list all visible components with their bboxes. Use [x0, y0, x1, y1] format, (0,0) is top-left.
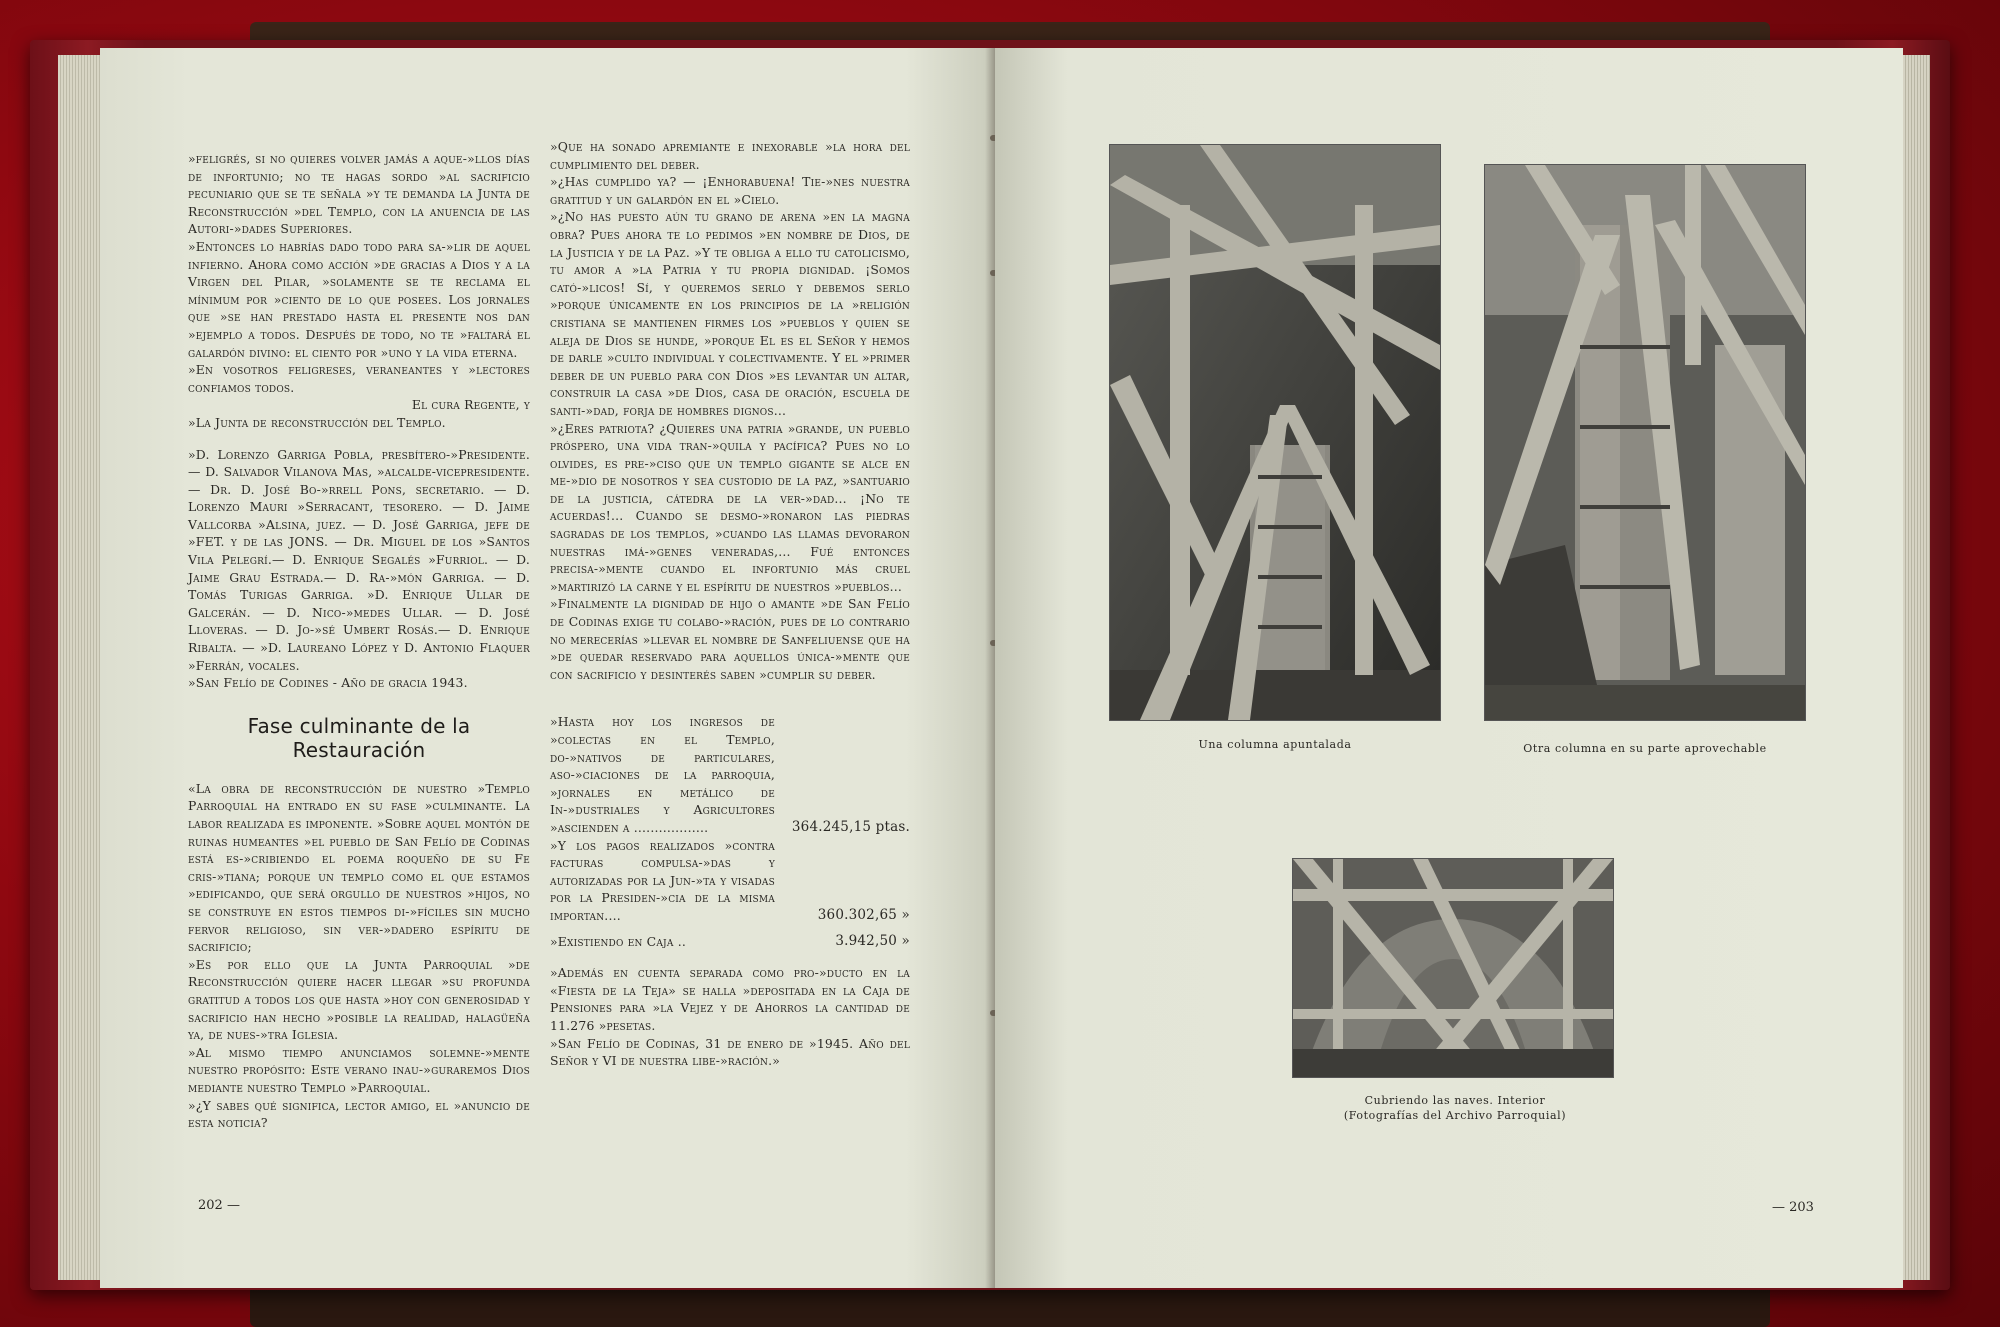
page-block-left: [58, 55, 106, 1280]
caption-photo-3-line1: Cubriendo las naves. Interior: [1364, 1094, 1546, 1107]
ledger-text: »Existiendo en Caja ..: [550, 933, 686, 949]
ledger-amount: 3.942,50 »: [835, 932, 910, 949]
paragraph: »¿Y sabes qué significa, lector amigo, el »anuncio de esta noticia?: [188, 1097, 530, 1131]
paragraph: »San Felío de Codinas, 31 de enero de »1945. Año del Señor y VI de nuestra libe-»ración.»: [550, 1035, 910, 1069]
photo-usable-column-illustration: [1485, 165, 1805, 720]
paragraph: »¿No has puesto aún tu grano de arena »en la magna obra? Pues ahora te lo pedimos »en nombre de Dios, de la Justicia y de la Paz. »Y te obliga a ello tu catolicismo, tu amor a »la Patria y tu propia dignidad. ¡Somos cató-»licos! Sí, y queremos serlo y debemos serlo »porque únicamente en los principios de la »religión cristiana se mantienen firmes los »pueblos y quien se aleja de Dios se hunde, »porque El es el Señor y hemos de darle »culto individual y colectivamente. Y el »primer deber de un pueblo para con Dios »es levantar un altar, construir la casa »de Dios, casa de oración, escuela de santi-»dad, forja de hombres dignos...: [550, 209, 910, 418]
ledger-amount: 360.302,65 »: [817, 906, 910, 923]
photo-shored-column: [1110, 145, 1440, 720]
paragraph: »Al mismo tiempo anunciamos solemne-»mente nuestro propósito: Este verano inau-»guraremos Dios mediante nuestro Templo »Parroquial.: [188, 1044, 530, 1095]
page-block-right: [1900, 55, 1930, 1280]
photo-nave-interior: [1293, 859, 1613, 1077]
photo-usable-column: [1485, 165, 1805, 720]
caption-photo-2: Otra columna en su parte aprovechable: [1523, 742, 1767, 755]
signature-line: El cura Regente, y: [411, 397, 530, 413]
ledger-row: [550, 713, 910, 836]
paragraph: »Que ha sonado apremiante e inexorable »la hora del cumplimiento del deber.: [550, 139, 910, 172]
ledger-text: »Y los pagos realizados »contra facturas compulsa-»das y autorizadas por la Jun-»ta y visadas por la Presiden-»cia de la misma importan....: [550, 837, 775, 923]
paragraph: »Finalmente la dignidad de hijo o amante »de San Felío de Codinas exige tu colabo-»ración, pues de lo contrario no merecerías »llevar el nombre de Sanfeliuense que ha »de quedar reservado para aquellos única-»mente que con sacrificio y desinterés saben »cumplir su deber.: [550, 596, 910, 682]
left-column-1: [188, 150, 530, 1132]
caption-photo-1: Una columna apuntalada: [1198, 738, 1352, 751]
photo-nave-interior-illustration: [1293, 859, 1613, 1077]
ledger-amount: 364.245,15 ptas.: [791, 818, 910, 835]
paragraph: »¿Has cumplido ya? — ¡Enhorabuena! Tie-»nes nuestra gratitud y un galardón en el »Cielo.: [550, 174, 910, 207]
ledger-text: »Hasta hoy los ingresos de »colectas en el Templo, do-»nativos de particulares, aso-»ciaciones de la parroquia, »jornales en metálico de In-»dustriales y Agricultores »ascienden a ..................: [550, 714, 775, 835]
paragraph: »Además en cuenta separada como pro-»ducto en la «Fiesta de la Teja» se halla »depositada en la Caja de Pensiones para »la Vejez y de Ahorros la cantidad de 11.276 »pesetas.: [550, 965, 910, 1033]
dateline: »San Felío de Codines - Año de gracia 1943.: [188, 675, 468, 691]
caption-photo-3-line2: (Fotografías del Archivo Parroquial): [1343, 1109, 1567, 1122]
page-number-right: — 203: [1772, 1200, 1814, 1215]
paragraph: »feligrés, si no quieres volver jamás a aque-»llos días de infortunio; no te hagas sordo »al sacrificio pecuniario que se te señala »y te demanda la Junta de Reconstrucción »del Templo, con la anuencia de las Autori-»dades Superiores.: [188, 151, 530, 237]
caption-photo-3: [1260, 1093, 1650, 1123]
signature-line: »La Junta de reconstrucción del Templo.: [188, 414, 446, 430]
ledger-row: [550, 837, 910, 925]
left-column-2: [550, 138, 910, 1070]
paragraph: «La obra de reconstrucción de nuestro »Templo Parroquial ha entrado en su fase »culminante. La labor realizada es imponente. »Sobre aquel montón de ruinas humeantes »el pueblo de San Felío de Codinas está es-»cribiendo el poema roqueño de su Fe cris-»tiana; porque un templo como el que estamos »edificando, que será orgullo de nuestros »hijos, no se construye en estos tiempos di-»fíciles sin mucho fervor religioso, sin ver-»dadero espíritu de sacrificio;: [188, 780, 530, 955]
photo-shored-column-illustration: [1110, 145, 1440, 720]
paragraph: »En vosotros feligreses, veraneantes y »lectores confiamos todos.: [188, 362, 530, 395]
paragraph: »¿Eres patriota? ¿Quieres una patria »grande, un pueblo próspero, una vida tran-»quila y pacífica? Pues no lo olvides, es pre-»ciso que un templo gigante se alce en me-»dio de nosotros y sea custodio de la paz, »santuario de la justicia, cátedra de la ver-»dad... ¡No te acuerdas!... Cuando se desmo-»ronaron las piedras sagradas de los templos, »cuando las llamas devoraron nuestras imá-»genes veneradas,... Fué entonces precisa-»mente cuando el infortunio más cruel »martirizó la carne y el espíritu de nuestros »pueblos...: [550, 420, 910, 594]
page-number-left: 202 —: [198, 1198, 240, 1213]
member-list: »D. Lorenzo Garriga Pobla, presbítero-»Presidente. — D. Salvador Vilanova Mas, »alcalde-vicepresidente. — Dr. D. José Bo-»rrell Pons, secretario. — D. Lorenzo Mauri »Serracant, tesorero. — D. Jaime Vallcorba »Alsina, juez. — D. José Garriga, jefe de »FET. y de las JONS. — Dr. Miguel de los »Santos Vila Pelegrí.— D. Enrique Segalés »Furriol. — D. Jaime Grau Estrada.— D. Ra-»món Garriga. — D. Tomás Turigas Garriga. »D. Enrique Ullar de Galcerán. — D. Nico-»medes Ullar. — D. José Lloveras. — D. Jo-»sé Umbert Rosás.— D. Enrique Ribalta. — »D. Laureano López y D. Antonio Flaquer »Ferrán, vocales.: [188, 446, 530, 673]
section-heading: Fase culminante de la Restauración: [247, 713, 471, 762]
ledger-row: [550, 933, 910, 951]
paragraph: »Es por ello que la Junta Parroquial »de Reconstrucción quiere hacer llegar »su profunda gratitud a todos los que hasta »hoy con generosidad y sacrificio han hecho »posible la realidad, halagüeña ya, de nues-»tra Iglesia.: [188, 956, 530, 1043]
paragraph: »Entonces lo habrías dado todo para sa-»lir de aquel infierno. Ahora como acción »de gracias a Dios y a la Virgen del Pilar, »solamente se te reclama el mínimum por »ciento de lo que posees. Los jornales que »se han prestado hasta el presente nos dan »ejemplo a todos. Después de todo, no te »faltará el galardón divino: el ciento por »uno y la vida eterna.: [188, 238, 530, 360]
